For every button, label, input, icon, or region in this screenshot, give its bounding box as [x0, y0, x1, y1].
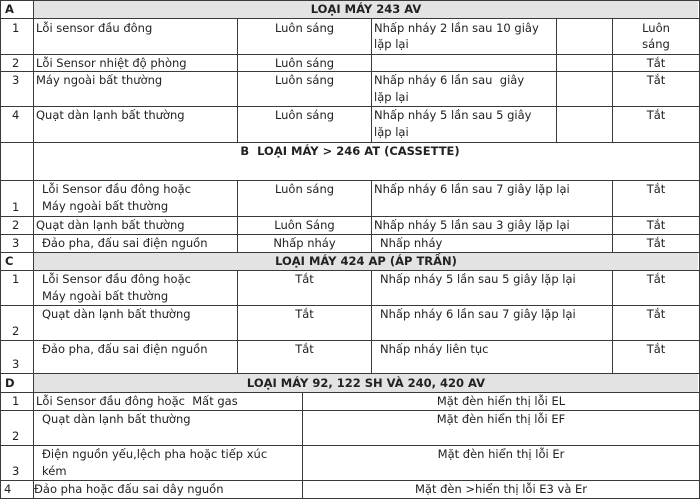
fault-name: Quạt dàn lạnh bất thường: [36, 108, 185, 122]
row-number: 1: [12, 21, 20, 35]
led-1-state: Tắt: [295, 307, 314, 321]
section-d-letter: D: [5, 376, 15, 390]
section-a-title: LOẠI MÁY 243 AV: [310, 2, 422, 16]
fault-name: Lỗi sensor đầu đông: [36, 21, 153, 35]
led-1-state: Luôn sáng: [274, 108, 335, 122]
section-b-letter: B: [240, 144, 250, 158]
display-code: Mặt đèn hiển thị lỗi EF: [436, 412, 566, 426]
led-3-state: Tắt: [646, 108, 666, 122]
fault-name: Đảo pha, đấu sai điện nguồn: [42, 342, 208, 356]
section-b-name: LOẠI MÁY > 246 AT (CASSETTE): [257, 144, 460, 158]
section-a-letter: A: [5, 2, 14, 16]
led-2-state: Nhấp nháy 5 lần sau 5 giây: [374, 108, 532, 122]
led-3-state-cont: sáng: [642, 37, 670, 51]
section-c-letter: C: [5, 254, 14, 268]
rule: [371, 270, 372, 374]
led-2-state: Nhấp nháy liên tục: [380, 342, 489, 356]
fault-name-cont: Máy ngoài bất thường: [42, 199, 169, 213]
fault-name: Quạt dàn lạnh bất thường: [42, 307, 191, 321]
section-b-title: [0, 143, 700, 159]
rule: [371, 180, 372, 253]
fault-name: Đảo pha hoặc đấu sai dây nguồn: [34, 482, 224, 496]
led-2-state: Nhấp nháy 5 lần sau 3 giây lặp lại: [374, 218, 570, 232]
rule: [0, 373, 700, 374]
rule: [371, 18, 372, 143]
display-code: Mặt đèn hiển thị lỗi EL: [436, 394, 566, 408]
row-number: 3: [12, 236, 20, 250]
row-number: 4: [4, 482, 12, 496]
section-d-title: LOẠI MÁY 92, 122 SH VÀ 240, 420 AV: [246, 376, 486, 390]
fault-name: Lỗi Sensor nhiệt độ phòng: [36, 56, 187, 70]
row-number: 3: [12, 73, 20, 87]
fault-name: Lỗi Sensor đầu đông hoặc: [42, 272, 191, 286]
led-1-state: Luôn sáng: [274, 21, 335, 35]
led-2-state: Nhấp nháy: [380, 236, 443, 250]
led-1-state: Luôn Sáng: [274, 218, 335, 232]
led-1-state: Luôn sáng: [274, 73, 335, 87]
led-3-state: Tắt: [646, 342, 666, 356]
rule: [0, 498, 700, 499]
row-number: 2: [12, 56, 20, 70]
fault-name: Đảo pha, đấu sai điện nguồn: [42, 236, 208, 250]
led-2-state: Nhấp nháy 5 lần sau 5 giây lặp lại: [380, 272, 576, 286]
fault-name-cont: Máy ngoài bất thường: [42, 289, 169, 303]
row-number: 3: [12, 464, 20, 478]
led-2-state-cont: lặp lại: [374, 125, 409, 139]
led-1-state: Nhấp nháy: [273, 236, 336, 250]
led-1-state: Luôn sáng: [274, 56, 335, 70]
display-code: Mặt đèn >hiển thị lỗi E3 và Er: [414, 482, 588, 496]
row-number: 2: [12, 324, 20, 338]
fault-name-cont: kém: [42, 464, 67, 478]
row-number: 1: [12, 272, 20, 286]
led-3-state: Tắt: [646, 307, 666, 321]
fault-name: Quạt dàn lạnh bất thường: [42, 412, 191, 426]
led-3-state: Tắt: [646, 272, 666, 286]
led-2-state: Nhấp nháy 6 lần sau giây: [374, 73, 525, 87]
row-number: 1: [12, 200, 20, 214]
display-code: Mặt đèn hiển thị lỗi Er: [437, 447, 565, 461]
row-number: 4: [12, 108, 20, 122]
row-number: 2: [12, 218, 20, 232]
led-3-state: Tắt: [646, 182, 666, 196]
led-1-state: Tắt: [295, 342, 314, 356]
led-3-state: Tắt: [646, 236, 666, 250]
led-1-state: Luôn sáng: [274, 182, 335, 196]
row-number: 2: [12, 429, 20, 443]
rule: [0, 0, 1, 499]
fault-name: Lỗi Sensor đầu đông hoặc: [42, 182, 191, 196]
fault-name: Quạt dàn lạnh bất thường: [36, 218, 185, 232]
led-2-state-cont: lặp lại: [374, 37, 409, 51]
led-1-state: Tắt: [295, 272, 314, 286]
led-2-state: Nhấp nháy 6 lần sau 7 giây lặp lại: [374, 182, 570, 196]
section-c-title: LOẠI MÁY 424 AP (ÁP TRẦN): [275, 254, 457, 268]
rule: [33, 0, 34, 499]
fault-name: Lỗi Sensor đầu đông hoặc Mất gas: [36, 394, 238, 408]
row-number: 3: [12, 357, 20, 371]
fault-name: Máy ngoài bất thường: [36, 73, 163, 87]
rule: [0, 18, 700, 19]
led-3-state: Tắt: [646, 73, 666, 87]
led-3-state: Tắt: [646, 218, 666, 232]
fault-name: Điện nguồn yếu,lệch pha hoặc tiếp xúc: [42, 447, 268, 461]
led-3-state: Luôn: [642, 21, 670, 35]
led-2-state-cont: lặp lại: [374, 90, 409, 104]
row-number: 1: [12, 394, 20, 408]
rule: [556, 18, 557, 143]
led-3-state: Tắt: [646, 56, 666, 70]
led-2-state: Nhấp nháy 6 lần sau 7 giây lặp lại: [380, 307, 576, 321]
led-2-state: Nhấp nháy 2 lần sau 10 giây: [374, 21, 539, 35]
